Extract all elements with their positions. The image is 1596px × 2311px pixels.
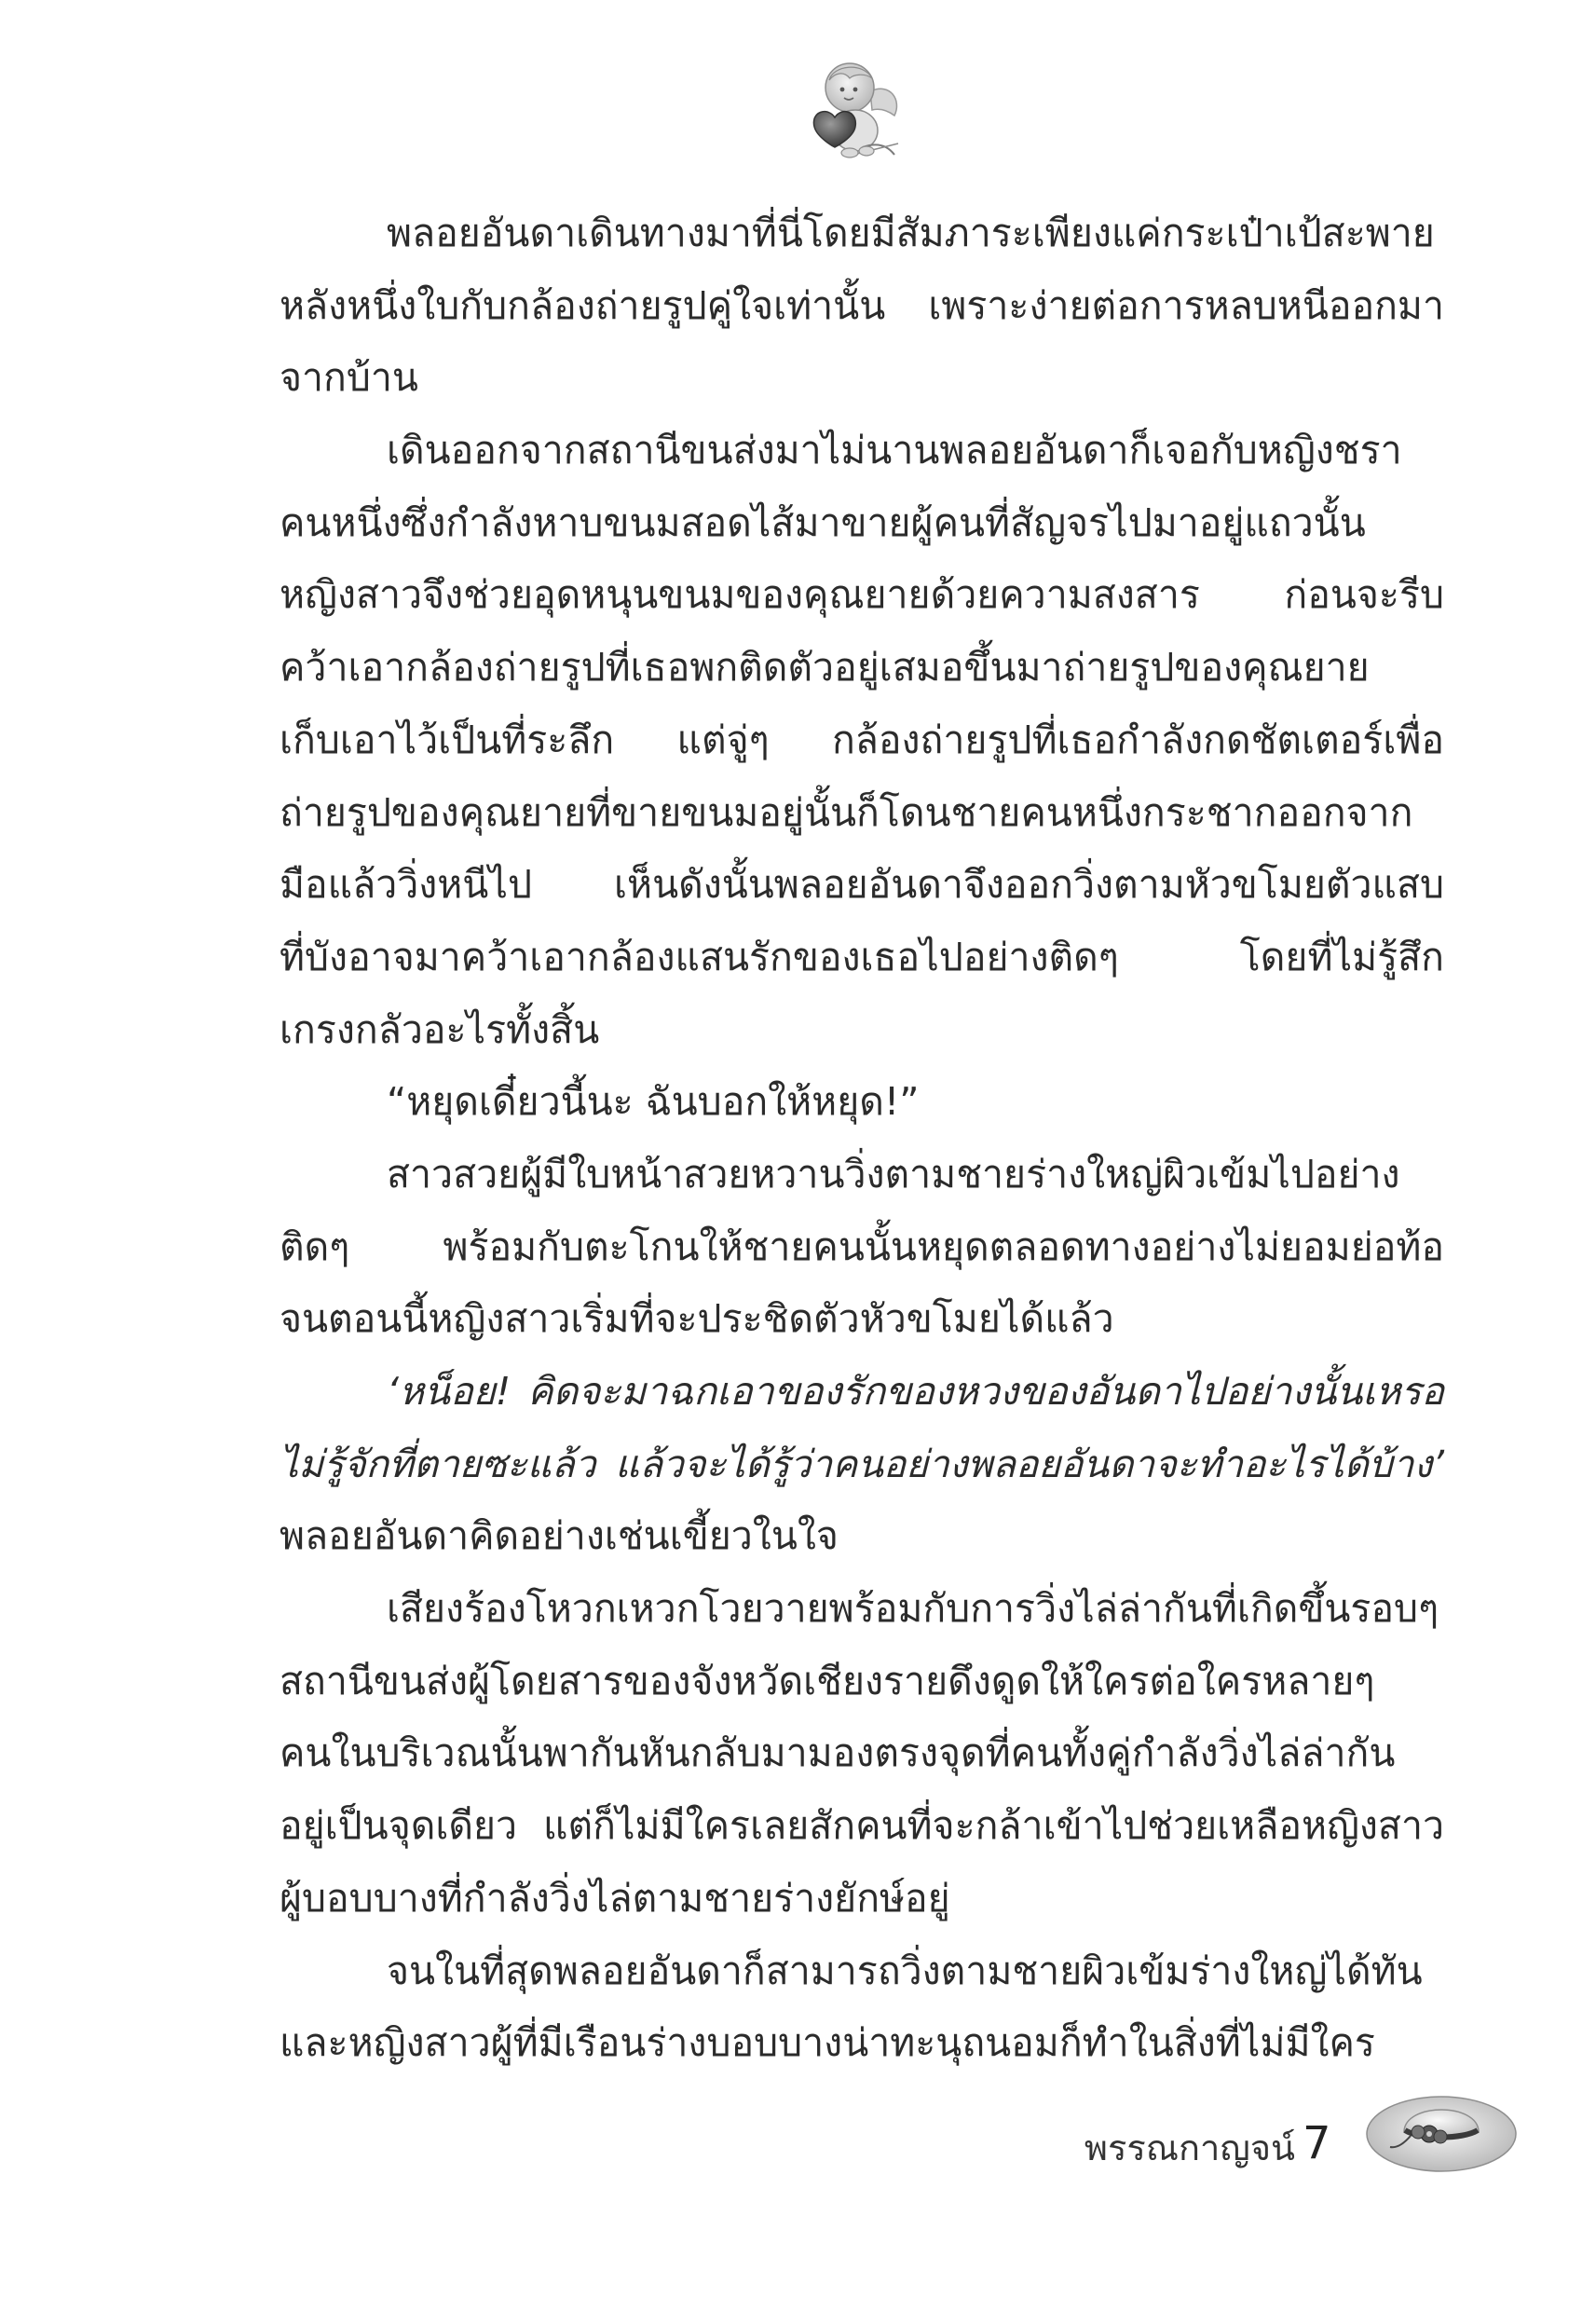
text-line: คนหนึ่งซึ่งกำลังหาบขนมสอดไส้มาขายผู้คนที่สัญจรไปมาอยู่แถวนั้น xyxy=(280,499,1366,545)
thought-line: ไม่รู้จักที่ตายซะแล้ว แล้วจะได้รู้ว่าคนอย่างพลอยอันดาจะทำอะไรได้บ้าง’ xyxy=(280,1441,1444,1486)
text-line: เกรงกลัวอะไรทั้งสิ้น xyxy=(280,1006,600,1052)
text-line: ที่บังอาจมาคว้าเอากล้องแสนรักของเธอไปอย่างติดๆ โดยที่ไม่รู้สึก xyxy=(280,934,1444,979)
text-line: และหญิงสาวผู้ที่มีเรือนร่างบอบบางน่าทะนุถนอมก็ทำในสิ่งที่ไม่มีใคร xyxy=(280,2020,1375,2066)
text-line: จนตอนนี้หญิงสาวเริ่มที่จะประชิดตัวหัวขโมยได้แล้ว xyxy=(280,1296,1114,1342)
page-number: 7 xyxy=(1303,2117,1331,2169)
text-line: หญิงสาวจึงช่วยอุดหนุนขนมของคุณยายด้วยความสงสาร ก่อนจะรีบ xyxy=(280,572,1444,618)
dialogue-line: “หยุดเดี๋ยวนี้นะ ฉันบอกให้หยุด!” xyxy=(387,1079,920,1125)
text-line: ติดๆ พร้อมกับตะโกนให้ชายคนนั้นหยุดตลอดทางอย่างไม่ยอมย่อท้อ xyxy=(280,1224,1444,1269)
thought-line: ‘หน็อย! คิดจะมาฉกเอาของรักของหวงของอันดาไปอย่างนั้นเหรอ xyxy=(387,1369,1444,1414)
text-line: จนในที่สุดพลอยอันดาก็สามารถวิ่งตามชายผิวเข้มร่างใหญ่ได้ทัน xyxy=(387,1948,1423,1993)
body-text xyxy=(280,198,1444,2080)
text-line: เดินออกจากสถานีขนส่งมาไม่นานพลอยอันดาก็เจอกับหญิงชรา xyxy=(387,428,1402,473)
text-line: จากบ้าน xyxy=(280,355,418,401)
text-line: พลอยอันดาคิดอย่างเช่นเขี้ยวในใจ xyxy=(280,1513,839,1559)
sun-hat-icon xyxy=(1362,2074,1521,2177)
text-line: เสียงร้องโหวกเหวกโวยวายพร้อมกับการวิ่งไล่ล่ากันที่เกิดขึ้นรอบๆ xyxy=(387,1586,1439,1632)
text-line: ผู้บอบบางที่กำลังวิ่งไล่ตามชายร่างยักษ์อยู่ xyxy=(280,1875,950,1921)
text-line: อยู่เป็นจุดเดียว แต่ก็ไม่มีใครเลยสักคนที่จะกล้าเข้าไปช่วยเหลือหญิงสาว xyxy=(280,1803,1444,1849)
cherub-holding-heart-icon xyxy=(798,54,909,166)
footer-book-title: พรรณกาญจน์ xyxy=(1084,2127,1295,2168)
text-line: คว้าเอากล้องถ่ายรูปที่เธอพกติดตัวอยู่เสมอขึ้นมาถ่ายรูปของคุณยาย xyxy=(280,645,1370,691)
text-line: ถ่ายรูปของคุณยายที่ขายขนมอยู่นั้นก็โดนชายคนหนึ่งกระชากออกจาก xyxy=(280,789,1413,835)
text-line: พลอยอันดาเดินทางมาที่นี่โดยมีสัมภาระเพียงแค่กระเป๋าเป้สะพาย xyxy=(387,211,1435,255)
text-line: สถานีขนส่งผู้โดยสารของจังหวัดเชียงรายดึงดูดให้ใครต่อใครหลายๆ xyxy=(280,1658,1375,1703)
text-line: เก็บเอาไว้เป็นที่ระลึก แต่จู่ๆ กล้องถ่ายรูปที่เธอกำลังกดชัตเตอร์เพื่อ xyxy=(280,717,1444,762)
text-line: สาวสวยผู้มีใบหน้าสวยหวานวิ่งตามชายร่างใหญ่ผิวเข้มไปอย่าง xyxy=(387,1151,1400,1197)
text-line: มือแล้ววิ่งหนีไป เห็นดังนั้นพลอยอันดาจึงออกวิ่งตามหัวขโมยตัวแสบ xyxy=(280,862,1444,908)
text-line: คนในบริเวณนั้นพากันหันกลับมามองตรงจุดที่คนทั้งคู่กำลังวิ่งไล่ล่ากัน xyxy=(280,1730,1396,1776)
text-line: หลังหนึ่งใบกับกล้องถ่ายรูปคู่ใจเท่านั้น เพราะง่ายต่อการหลบหนีออกมา xyxy=(280,282,1444,328)
